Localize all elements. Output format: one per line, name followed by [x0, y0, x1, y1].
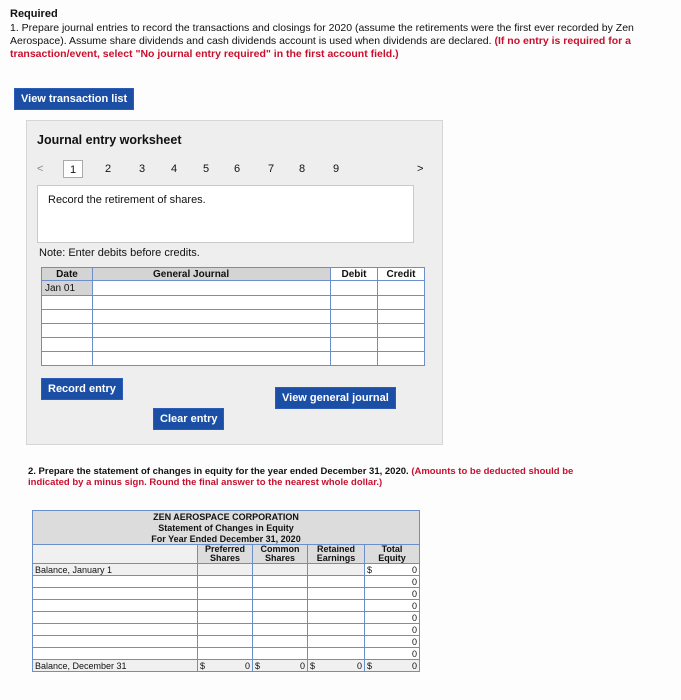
question-2-note: (Amounts to be deducted should be indicated by a minus sign. Round the final answer to the nearest whole dollar.) [28, 466, 574, 488]
credit-input[interactable] [378, 281, 425, 296]
page-1-tab[interactable]: 1 [63, 160, 83, 178]
preferred-input[interactable] [198, 588, 253, 600]
row-label-input[interactable] [33, 624, 198, 636]
row-label-input[interactable] [33, 636, 198, 648]
table-row [33, 588, 420, 600]
retained-input[interactable] [308, 624, 365, 636]
table-row [33, 660, 420, 672]
total-cell: 0 [365, 588, 420, 600]
table-row [42, 352, 425, 366]
clear-entry-button[interactable]: Clear entry [153, 408, 224, 430]
table-row [33, 600, 420, 612]
page-8-tab[interactable]: 8 [299, 163, 306, 175]
total-cell: 0 [365, 636, 420, 648]
row-label-input[interactable] [33, 576, 198, 588]
account-input[interactable] [93, 281, 331, 296]
total-cell[interactable] [365, 564, 420, 576]
credit-input[interactable] [378, 310, 425, 324]
page-9-tab[interactable]: 9 [333, 163, 340, 175]
preferred-total-value: 0 [244, 660, 250, 671]
worksheet-title: Journal entry worksheet [37, 133, 182, 147]
statement-period: For Year Ended December 31, 2020 [33, 533, 420, 545]
worksheet-pager [37, 161, 427, 179]
row-label-input[interactable] [33, 588, 198, 600]
date-cell[interactable] [42, 296, 93, 310]
dollar-sign: $ [200, 660, 206, 671]
credit-input[interactable] [378, 352, 425, 366]
total-cell: 0 [365, 624, 420, 636]
common-input[interactable] [253, 576, 308, 588]
date-cell[interactable] [42, 324, 93, 338]
common-input[interactable] [253, 600, 308, 612]
common-total [253, 660, 308, 672]
total-cell: 0 [365, 648, 420, 660]
table-row [33, 636, 420, 648]
common-input[interactable] [253, 624, 308, 636]
debit-input[interactable] [331, 324, 378, 338]
page-4-tab[interactable]: 4 [171, 163, 178, 175]
date-cell[interactable]: Jan 01 [42, 281, 93, 296]
row-label-input[interactable] [33, 648, 198, 660]
table-row [33, 648, 420, 660]
question-1-note: (If no entry is required for a transaction/event, select "No journal entry required" in the first account field.) [10, 35, 631, 60]
preferred-input[interactable] [198, 600, 253, 612]
common-shares-header: Common Shares [253, 545, 308, 564]
dollar-sign: $ [367, 660, 373, 671]
common-cell [253, 564, 308, 576]
preferred-total [198, 660, 253, 672]
date-column-header: Date [42, 268, 93, 281]
debit-input[interactable] [331, 310, 378, 324]
total-cell: 0 [365, 600, 420, 612]
preferred-input[interactable] [198, 576, 253, 588]
preferred-input[interactable] [198, 612, 253, 624]
general-journal-column-header: General Journal [93, 268, 331, 281]
question-1-body: 1. Prepare journal entries to record the transactions and closings for 2020 (assume the retirements were the first ever recorded by Zen Aerospace). Assume share dividends and cash dividends account is used when dividends are declared. [10, 22, 634, 47]
common-input[interactable] [253, 636, 308, 648]
date-cell[interactable] [42, 352, 93, 366]
total-equity-header: Total Equity [365, 545, 420, 564]
common-input[interactable] [253, 648, 308, 660]
retained-input[interactable] [308, 576, 365, 588]
table-row [42, 324, 425, 338]
debit-input[interactable] [331, 296, 378, 310]
account-input[interactable] [93, 324, 331, 338]
common-input[interactable] [253, 612, 308, 624]
account-input[interactable] [93, 338, 331, 352]
retained-input[interactable] [308, 612, 365, 624]
debit-input[interactable] [331, 338, 378, 352]
statement-name: Statement of Changes in Equity [33, 522, 420, 533]
debit-credit-note: Note: Enter debits before credits. [39, 247, 200, 259]
dollar-sign: $ [367, 564, 373, 575]
table-row [33, 564, 420, 576]
prev-page-icon[interactable]: < [37, 163, 44, 175]
page-6-tab[interactable]: 6 [234, 163, 241, 175]
credit-input[interactable] [378, 338, 425, 352]
preferred-input[interactable] [198, 636, 253, 648]
retained-cell [308, 564, 365, 576]
retained-total [308, 660, 365, 672]
common-total-value: 0 [299, 660, 305, 671]
retained-input[interactable] [308, 648, 365, 660]
common-input[interactable] [253, 588, 308, 600]
debit-input[interactable] [331, 352, 378, 366]
table-row [42, 310, 425, 324]
record-entry-button[interactable]: Record entry [41, 378, 123, 400]
debit-input[interactable] [331, 281, 378, 296]
retained-total-value: 0 [356, 660, 362, 671]
table-row [33, 612, 420, 624]
worksheet-instruction: Record the retirement of shares. [48, 194, 206, 206]
balance-december-label: Balance, December 31 [33, 660, 198, 672]
preferred-shares-header: Preferred Shares [198, 545, 253, 564]
journal-entry-worksheet [26, 120, 443, 445]
preferred-cell [198, 564, 253, 576]
total-cell: 0 [365, 612, 420, 624]
question-2-text [28, 466, 588, 488]
equity-total [365, 660, 420, 672]
table-row [33, 576, 420, 588]
debit-column-header: Debit [331, 268, 378, 281]
row-label-input[interactable] [33, 612, 198, 624]
page-5-tab[interactable]: 5 [203, 163, 210, 175]
table-row [42, 296, 425, 310]
account-input[interactable] [93, 352, 331, 366]
account-input[interactable] [93, 296, 331, 310]
retained-input[interactable] [308, 600, 365, 612]
question-2-body: 2. Prepare the statement of changes in equity for the year ended December 31, 2020. [28, 466, 409, 477]
credit-input[interactable] [378, 324, 425, 338]
blank-header [33, 545, 198, 564]
view-general-journal-button[interactable]: View general journal [275, 387, 396, 409]
credit-column-header: Credit [378, 268, 425, 281]
statement-of-changes-table [32, 510, 420, 672]
account-input[interactable] [93, 310, 331, 324]
retained-input[interactable] [308, 636, 365, 648]
dollar-sign: $ [310, 660, 316, 671]
table-row [33, 624, 420, 636]
retained-earnings-header: Retained Earnings [308, 545, 365, 564]
balance-january-label: Balance, January 1 [33, 564, 198, 576]
company-name: ZEN AEROSPACE CORPORATION [33, 511, 420, 523]
page-2-tab[interactable]: 2 [105, 163, 112, 175]
total-value: 0 [411, 564, 417, 575]
next-page-icon[interactable]: > [417, 163, 424, 175]
credit-input[interactable] [378, 296, 425, 310]
row-label-input[interactable] [33, 600, 198, 612]
view-transaction-list-button[interactable]: View transaction list [14, 88, 134, 110]
question-1-text [10, 22, 650, 61]
total-cell: 0 [365, 576, 420, 588]
preferred-input[interactable] [198, 648, 253, 660]
date-cell[interactable] [42, 310, 93, 324]
retained-input[interactable] [308, 588, 365, 600]
page-7-tab[interactable]: 7 [268, 163, 275, 175]
equity-total-value: 0 [411, 660, 417, 671]
worksheet-instruction-box [37, 185, 414, 243]
preferred-input[interactable] [198, 624, 253, 636]
page-3-tab[interactable]: 3 [139, 163, 146, 175]
journal-entry-table [41, 267, 425, 366]
date-cell[interactable] [42, 338, 93, 352]
table-row [42, 338, 425, 352]
dollar-sign: $ [255, 660, 261, 671]
required-heading: Required [10, 8, 58, 20]
